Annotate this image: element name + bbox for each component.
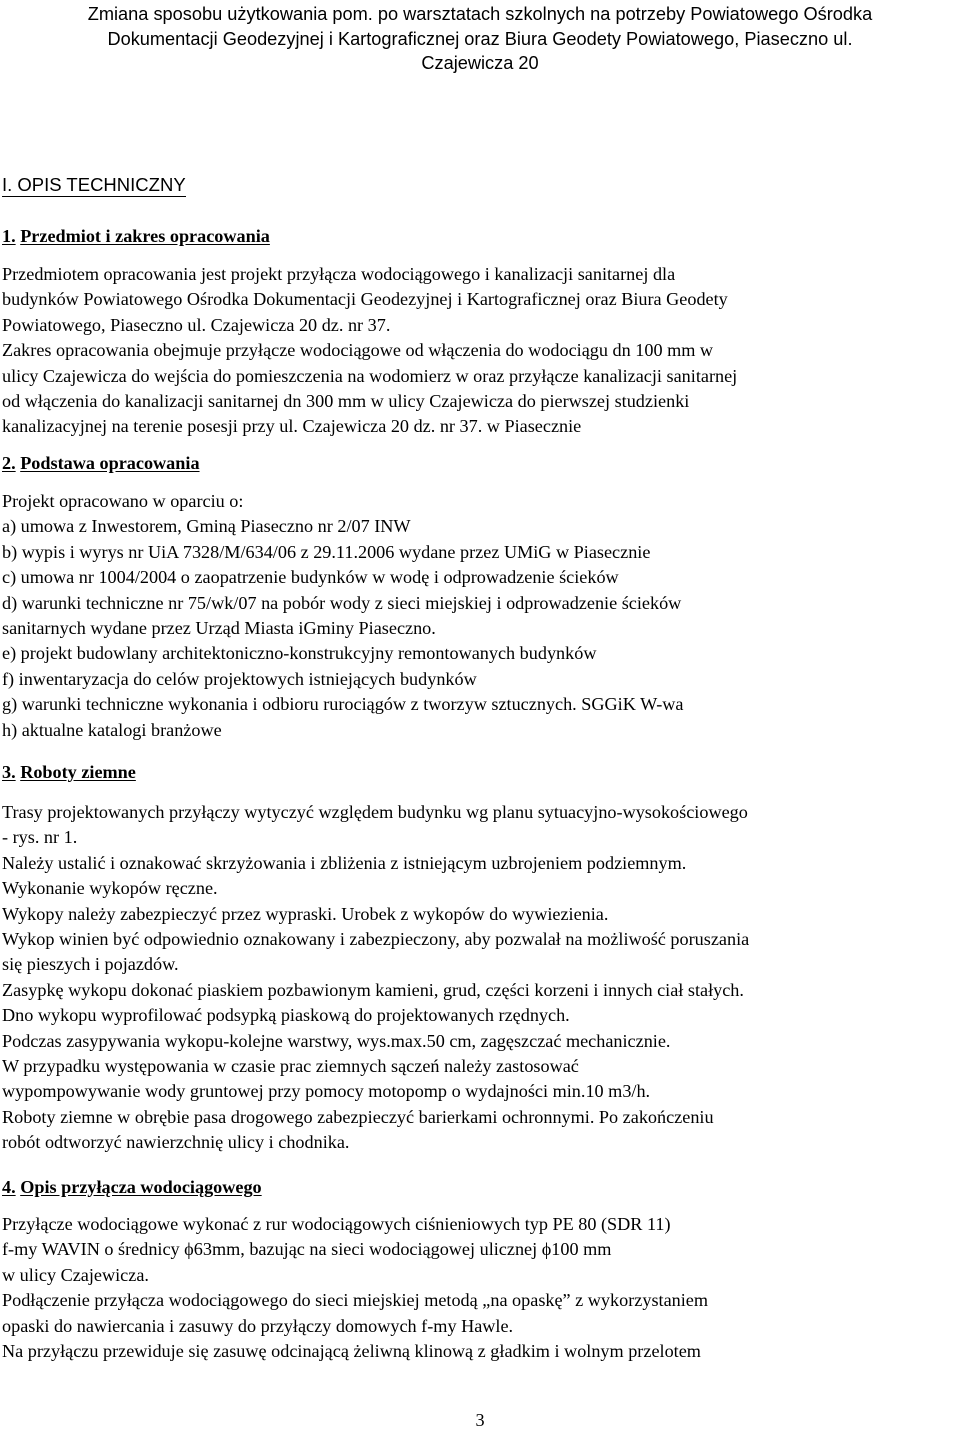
text-line: Zasypkę wykopu dokonać piaskiem pozbawionym kamieni, grud, części korzeni i innych ciał stałych. bbox=[2, 979, 744, 1000]
list-item: h) aktualne katalogi branżowe bbox=[2, 719, 222, 740]
text-line: opaski do nawiercania i zasuwy do przyłączy domowych f-my Hawle. bbox=[2, 1315, 514, 1336]
text-line: Wykonanie wykopów ręczne. bbox=[2, 878, 218, 899]
section-heading-1 bbox=[2, 226, 270, 247]
text-line: Przyłącze wodociągowe wykonać z rur wodociągowych ciśnieniowych typ PE 80 (SDR 11) bbox=[2, 1214, 671, 1234]
header-line: Zmiana sposobu użytkowania pom. po warsztatach szkolnych na potrzeby Powiatowego Ośrodka bbox=[87, 4, 873, 24]
text-line: wypompowywanie wody gruntowej przy pomocy motopomp o wydajności min.10 m3/h. bbox=[2, 1081, 651, 1102]
section-title: Opis przyłącza wodociągowego bbox=[20, 1177, 262, 1197]
section-heading-2 bbox=[2, 453, 200, 474]
section-4-body bbox=[2, 1212, 960, 1364]
section-title: Roboty ziemne bbox=[20, 762, 136, 782]
section-number: 3. bbox=[2, 762, 16, 782]
list-item: c) umowa nr 1004/2004 o zaopatrzenie budynków w wodę i odprowadzenie ścieków bbox=[2, 567, 619, 588]
text-line: f-my WAVIN o średnicy ϕ63mm, bazując na sieci wodociągowej ulicznej ϕ100 mm bbox=[2, 1239, 612, 1260]
section-heading-3 bbox=[2, 762, 136, 783]
text-line: Projekt opracowano w oparciu o: bbox=[2, 491, 244, 511]
text-line: ulicy Czajewicza do wejścia do pomieszczenia na wodomierz w oraz przyłącze kanalizacji sanitarnej bbox=[2, 365, 738, 386]
section-number: 4. bbox=[2, 1177, 16, 1197]
header-line: Dokumentacji Geodezyjnej i Kartograficznej oraz Biura Geodety Powiatowego, Piaseczno ul. bbox=[107, 28, 853, 49]
section-1-body bbox=[2, 262, 960, 440]
header-line: Czajewicza 20 bbox=[421, 53, 539, 73]
text-line: Wykopy należy zabezpieczyć przez wypraski. Urobek z wykopów do wywiezienia. bbox=[2, 903, 609, 924]
text-line: Zakres opracowania obejmuje przyłącze wodociągowe od włączenia do wodociągu dn 100 mm w bbox=[2, 340, 714, 361]
text-line: Podłączenie przyłącza wodociągowego do sieci miejskiej metodą „na opaskę” z wykorzystaniem bbox=[2, 1290, 709, 1311]
section-3-body bbox=[2, 800, 960, 1155]
text-line: Przedmiotem opracowania jest projekt przyłącza wodociągowego i kanalizacji sanitarnej dla bbox=[2, 264, 676, 284]
list-item: f) inwentaryzacja do celów projektowych istniejących budynków bbox=[2, 668, 477, 689]
text-line: Na przyłączu przewiduje się zasuwę odcinającą żeliwną klinową z gładkim i wolnym przelotem bbox=[2, 1340, 701, 1361]
text-line: kanalizacyjnej na terenie posesji przy ul. Czajewicza 20 dz. nr 37. w Piasecznie bbox=[2, 416, 582, 437]
list-item: a) umowa z Inwestorem, Gminą Piaseczno nr 2/07 INW bbox=[2, 516, 411, 537]
section-title: Podstawa opracowania bbox=[20, 453, 200, 473]
text-line: Dno wykopu wyprofilować podsypką piaskową do projektowanych rzędnych. bbox=[2, 1005, 570, 1026]
section-title: Przedmiot i zakres opracowania bbox=[20, 226, 270, 246]
page-number: 3 bbox=[475, 1410, 485, 1430]
text-line: robót odtworzyć nawierzchnię ulicy i chodnika. bbox=[2, 1132, 350, 1153]
document-title-text: I. OPIS TECHNICZNY bbox=[2, 174, 186, 195]
list-item: d) warunki techniczne nr 75/wk/07 na pobór wody z sieci miejskiej i odprowadzenie ścieków bbox=[2, 592, 682, 613]
text-line: od włączenia do kanalizacji sanitarnej dn 300 mm w ulicy Czajewicza do pierwszej studzienki bbox=[2, 390, 690, 411]
text-line: Wykop winien być odpowiednio oznakowany i zabezpieczony, aby pozwalał na możliwość poruszania bbox=[2, 928, 750, 949]
list-item: e) projekt budowlany architektoniczno-konstrukcyjny remontowanych budynków bbox=[2, 643, 597, 664]
text-line: Podczas zasypywania wykopu-kolejne warstwy, wys.max.50 cm, zagęszczać mechanicznie. bbox=[2, 1030, 671, 1051]
text-line: Roboty ziemne w obrębie pasa drogowego zabezpieczyć barierkami ochronnymi. Po zakończeniu bbox=[2, 1106, 714, 1127]
text-line: Trasy projektowanych przyłączy wytyczyć względem budynku wg planu sytuacyjno-wysokościowego bbox=[2, 802, 748, 822]
section-heading-4 bbox=[2, 1177, 262, 1198]
document-header bbox=[0, 2, 960, 76]
document-title bbox=[2, 174, 186, 196]
text-line: W przypadku występowania w czasie prac ziemnych sączeń należy zastosować bbox=[2, 1055, 579, 1076]
list-item: b) wypis i wyrys nr UiA 7328/M/634/06 z 29.11.2006 wydane przez UMiG w Piasecznie bbox=[2, 541, 651, 562]
text-line: Powiatowego, Piaseczno ul. Czajewicza 20 dz. nr 37. bbox=[2, 314, 391, 335]
text-line: - rys. nr 1. bbox=[2, 827, 78, 848]
list-item: sanitarnych wydane przez Urząd Miasta iGminy Piaseczno. bbox=[2, 617, 436, 638]
text-line: się pieszych i pojazdów. bbox=[2, 954, 179, 975]
section-number: 1. bbox=[2, 226, 16, 246]
section-number: 2. bbox=[2, 453, 16, 473]
list-item: g) warunki techniczne wykonania i odbioru rurociągów z tworzyw sztucznych. SGGiK W-wa bbox=[2, 694, 684, 715]
text-line: budynków Powiatowego Ośrodka Dokumentacji Geodezyjnej i Kartograficznej oraz Biura Geodety bbox=[2, 289, 728, 310]
section-2-body bbox=[2, 489, 960, 743]
text-line: w ulicy Czajewicza. bbox=[2, 1264, 149, 1285]
text-line: Należy ustalić i oznakować skrzyżowania i zbliżenia z istniejącym uzbrojeniem podziemnym. bbox=[2, 852, 687, 873]
